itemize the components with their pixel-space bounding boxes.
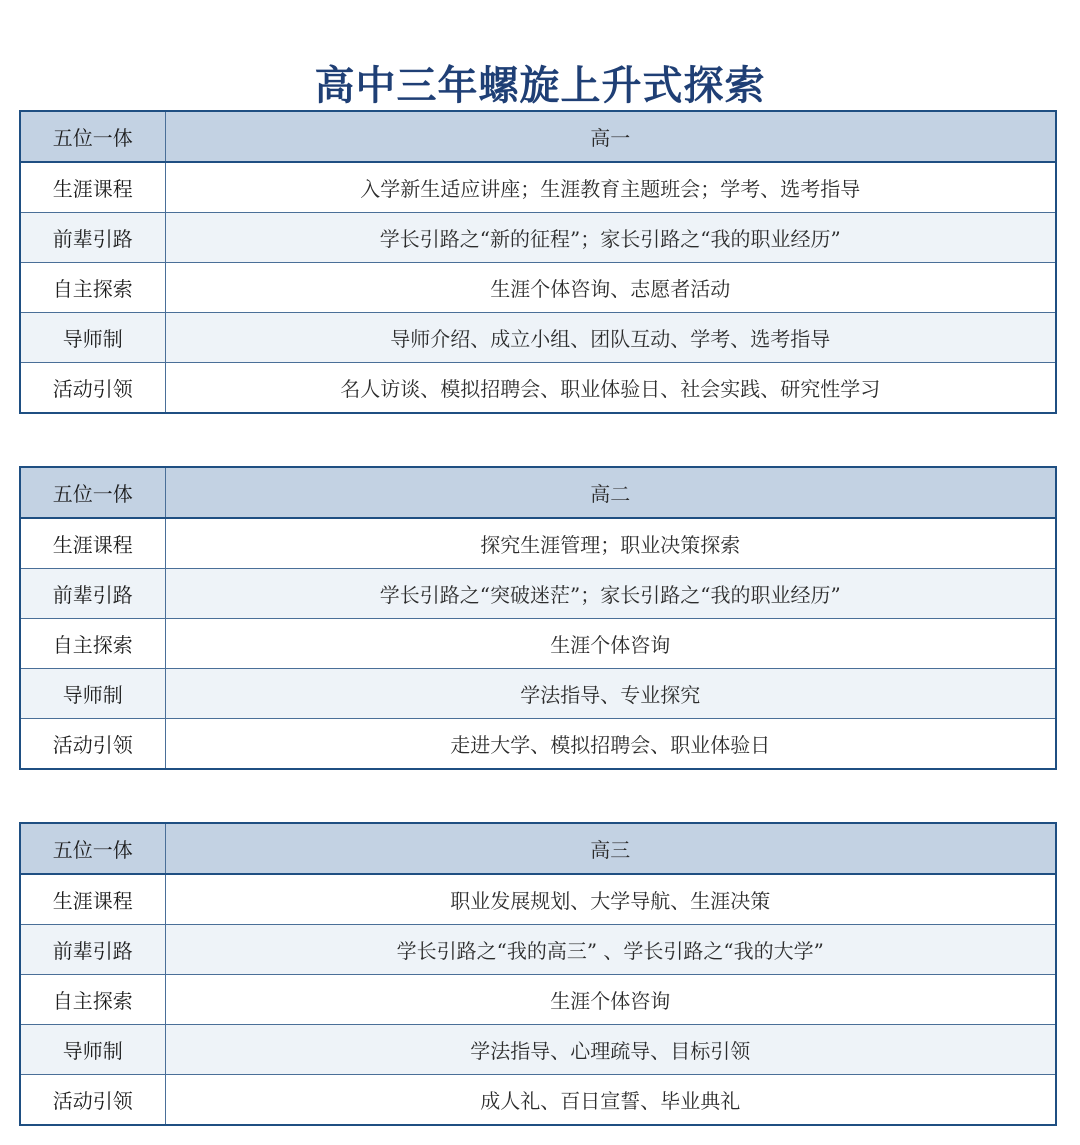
- table-row: [20, 363, 1056, 414]
- row-content-cell: 入学新生适应讲座；生涯教育主题班会；学考、选考指导: [165, 162, 1056, 213]
- row-content-cell: 学长引路之“突破迷茫”；家长引路之“我的职业经历”: [165, 569, 1056, 619]
- table-row: [20, 925, 1056, 975]
- row-content-cell: 成人礼、百日宣誓、毕业典礼: [165, 1075, 1056, 1126]
- row-content-cell: 生涯个体咨询: [165, 975, 1056, 1025]
- row-content-cell: 职业发展规划、大学导航、生涯决策: [165, 874, 1056, 925]
- row-label-cell: 活动引领: [20, 1075, 165, 1126]
- table-row: [20, 619, 1056, 669]
- row-label-cell: 生涯课程: [20, 162, 165, 213]
- row-label-cell: 导师制: [20, 313, 165, 363]
- row-content-cell: 生涯个体咨询: [165, 619, 1056, 669]
- table-row: [20, 874, 1056, 925]
- row-content-cell: 导师介绍、成立小组、团队互动、学考、选考指导: [165, 313, 1056, 363]
- row-content-cell: 探究生涯管理；职业决策探索: [165, 518, 1056, 569]
- table-row: [20, 569, 1056, 619]
- table-row: [20, 1025, 1056, 1075]
- row-label-cell: 生涯课程: [20, 874, 165, 925]
- table-row: [20, 518, 1056, 569]
- page-title: 高中三年螺旋上升式探索: [314, 62, 766, 109]
- table-row: [20, 669, 1056, 719]
- row-label-cell: 活动引领: [20, 719, 165, 770]
- row-content-cell: 学长引路之“新的征程”；家长引路之“我的职业经历”: [165, 213, 1056, 263]
- grade-1-table: [19, 110, 1057, 414]
- row-content-cell: 生涯个体咨询、志愿者活动: [165, 263, 1056, 313]
- grade-3-table: [19, 822, 1057, 1126]
- header-label-cell: 五位一体: [20, 823, 165, 874]
- row-label-cell: 生涯课程: [20, 518, 165, 569]
- grade-2-table: [19, 466, 1057, 770]
- row-label-cell: 自主探索: [20, 263, 165, 313]
- row-content-cell: 学长引路之“我的高三” 、学长引路之“我的大学”: [165, 925, 1056, 975]
- table-row: [20, 263, 1056, 313]
- header-label-cell: 五位一体: [20, 111, 165, 162]
- header-grade-cell: 高三: [165, 823, 1056, 874]
- row-label-cell: 导师制: [20, 1025, 165, 1075]
- table-header-row: [20, 111, 1056, 162]
- table-header-row: [20, 467, 1056, 518]
- header-grade-cell: 高二: [165, 467, 1056, 518]
- row-label-cell: 活动引领: [20, 363, 165, 414]
- table-header-row: [20, 823, 1056, 874]
- table-row: [20, 162, 1056, 213]
- row-label-cell: 前辈引路: [20, 569, 165, 619]
- row-content-cell: 走进大学、模拟招聘会、职业体验日: [165, 719, 1056, 770]
- row-label-cell: 前辈引路: [20, 925, 165, 975]
- row-content-cell: 名人访谈、模拟招聘会、职业体验日、社会实践、研究性学习: [165, 363, 1056, 414]
- table-row: [20, 213, 1056, 263]
- row-label-cell: 自主探索: [20, 975, 165, 1025]
- table-row: [20, 719, 1056, 770]
- header-grade-cell: 高一: [165, 111, 1056, 162]
- header-label-cell: 五位一体: [20, 467, 165, 518]
- table-row: [20, 1075, 1056, 1126]
- table-row: [20, 975, 1056, 1025]
- row-label-cell: 自主探索: [20, 619, 165, 669]
- row-content-cell: 学法指导、专业探究: [165, 669, 1056, 719]
- row-content-cell: 学法指导、心理疏导、目标引领: [165, 1025, 1056, 1075]
- table-row: [20, 313, 1056, 363]
- row-label-cell: 前辈引路: [20, 213, 165, 263]
- row-label-cell: 导师制: [20, 669, 165, 719]
